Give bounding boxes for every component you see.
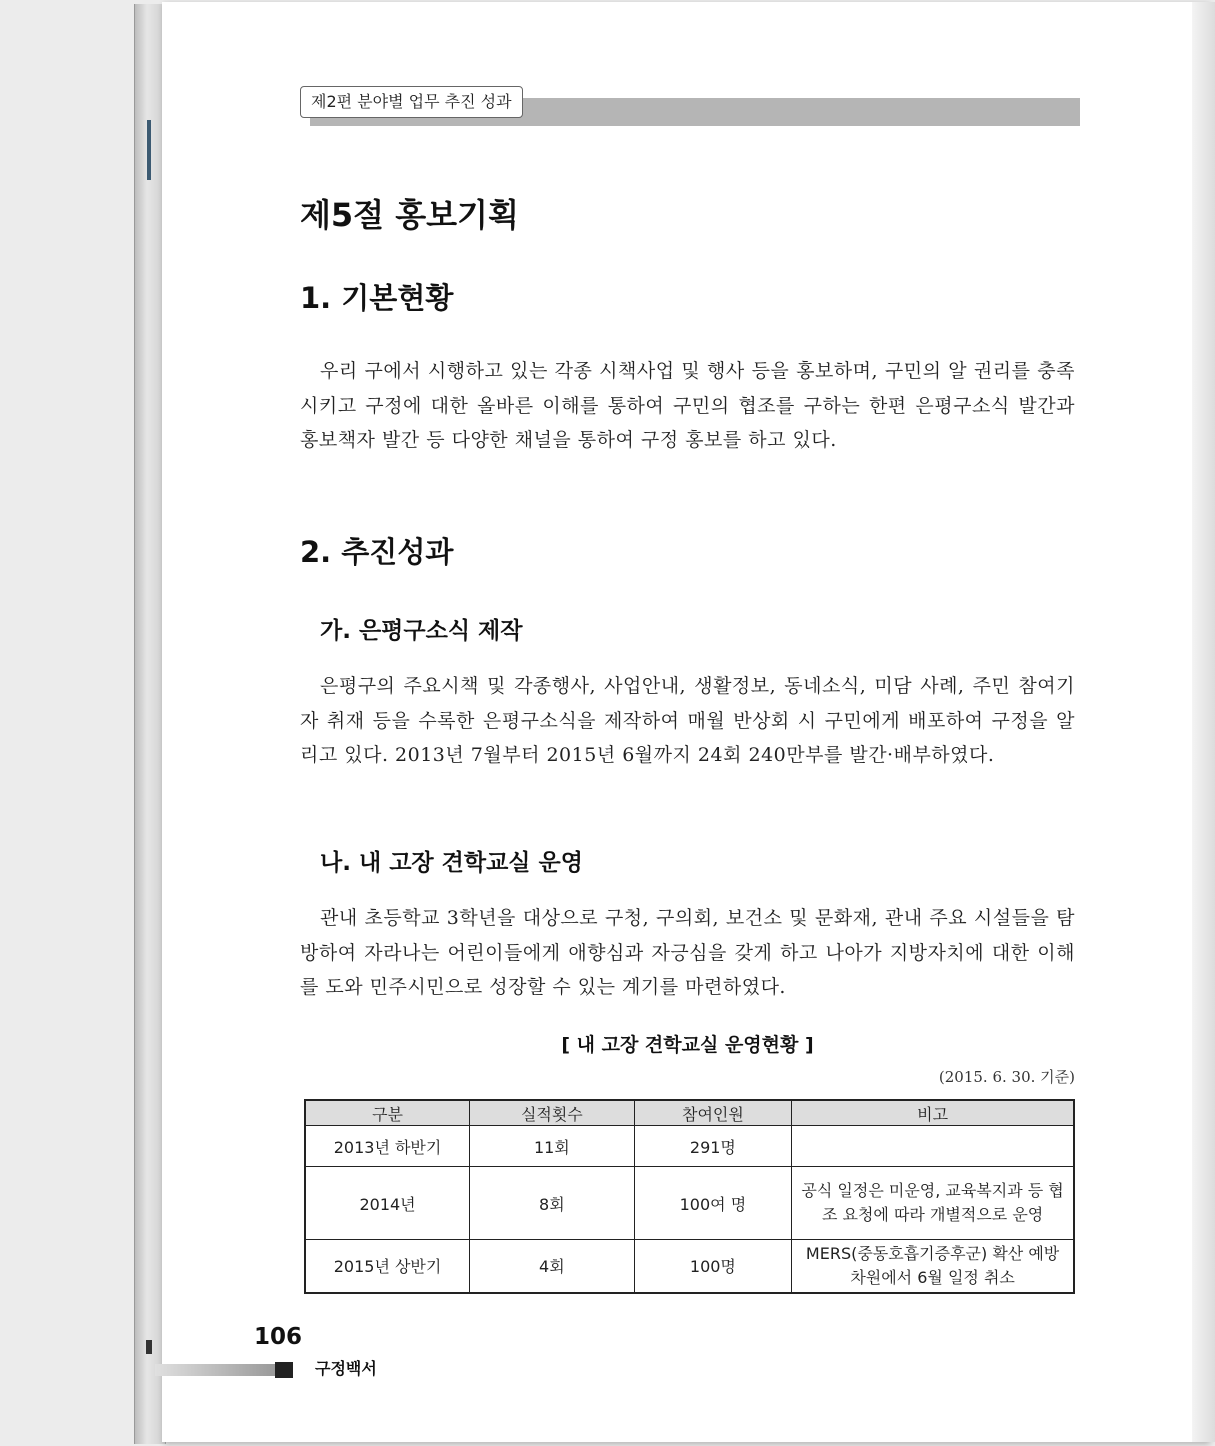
footer-block bbox=[275, 1362, 293, 1378]
table-date-note: (2015. 6. 30. 기준) bbox=[938, 1068, 1075, 1086]
cell-count: 8회 bbox=[470, 1167, 635, 1240]
cell-participants: 100여 명 bbox=[634, 1167, 792, 1240]
cell-remark: 공식 일정은 미운영, 교육복지과 등 협조 요청에 따라 개별적으로 운영 bbox=[792, 1167, 1074, 1240]
cell-period: 2015년 상반기 bbox=[305, 1240, 470, 1293]
chapter-label: 제2편 분야별 업무 추진 성과 bbox=[300, 86, 523, 118]
heading-basic-status: 1. 기본현황 bbox=[300, 281, 454, 315]
paragraph-field-trip: 관내 초등학교 3학년을 대상으로 구청, 구의회, 보건소 및 문화재, 관내 주요 시설들을 탐방하여 자라나는 어린이들에게 애향심과 자긍심을 갖게 하고 나아가 지방자치에 대한 이해를 도와 민주시민으로 성장할 수 있는 계기를 마련하였다. bbox=[300, 907, 1075, 998]
heading-achievements: 2. 추진성과 bbox=[300, 535, 454, 569]
page-edge bbox=[1192, 2, 1215, 1442]
book-title: 구정백서 bbox=[315, 1359, 377, 1378]
cell-remark: MERS(중동호흡기증후군) 확산 예방 차원에서 6월 일정 취소 bbox=[792, 1240, 1074, 1293]
header-period: 구분 bbox=[305, 1100, 470, 1126]
paragraph-basic-status: 우리 구에서 시행하고 있는 각종 시책사업 및 행사 등을 홍보하며, 구민의 알 권리를 충족시키고 구정에 대한 올바른 이해를 통하여 구민의 협조를 구하는 한편 은평구소식 발간과 홍보책자 발간 등 다양한 채널을 통하여 구정 홍보를 하고 있다. bbox=[300, 360, 1075, 451]
cell-count: 11회 bbox=[470, 1126, 635, 1167]
table-header-row bbox=[305, 1100, 1074, 1126]
cell-remark bbox=[792, 1126, 1074, 1167]
table-row bbox=[305, 1167, 1074, 1240]
cell-period: 2014년 bbox=[305, 1167, 470, 1240]
page-number: 106 bbox=[254, 1324, 303, 1350]
header-participants: 참여인원 bbox=[634, 1100, 792, 1126]
table-caption: [ 내 고장 견학교실 운영현황 ] bbox=[561, 1034, 814, 1056]
footer-bar bbox=[155, 1364, 275, 1376]
cell-participants: 100명 bbox=[634, 1240, 792, 1293]
cell-count: 4회 bbox=[470, 1240, 635, 1293]
cell-period: 2013년 하반기 bbox=[305, 1126, 470, 1167]
section-title: 제5절 홍보기획 bbox=[300, 196, 519, 234]
cell-participants: 291명 bbox=[634, 1126, 792, 1167]
header-count: 실적횟수 bbox=[470, 1100, 635, 1126]
table-row bbox=[305, 1240, 1074, 1293]
table-row bbox=[305, 1126, 1074, 1167]
spine-mark-bottom bbox=[146, 1340, 152, 1354]
subheading-field-trip: 나. 내 고장 견학교실 운영 bbox=[320, 850, 583, 876]
spine-mark bbox=[147, 120, 151, 180]
header-remark: 비고 bbox=[792, 1100, 1074, 1126]
paragraph-newsletter: 은평구의 주요시책 및 각종행사, 사업안내, 생활정보, 동네소식, 미담 사례, 주민 참여기자 취재 등을 수록한 은평구소식을 제작하여 매월 반상회 시 구민에게 배포하여 구정을 알리고 있다. 2013년 7월부터 2015년 6월까지 24회 240만부를 발간·배부하였다. bbox=[300, 675, 1075, 766]
subheading-newsletter: 가. 은평구소식 제작 bbox=[320, 618, 523, 644]
field-trip-table bbox=[304, 1099, 1075, 1294]
